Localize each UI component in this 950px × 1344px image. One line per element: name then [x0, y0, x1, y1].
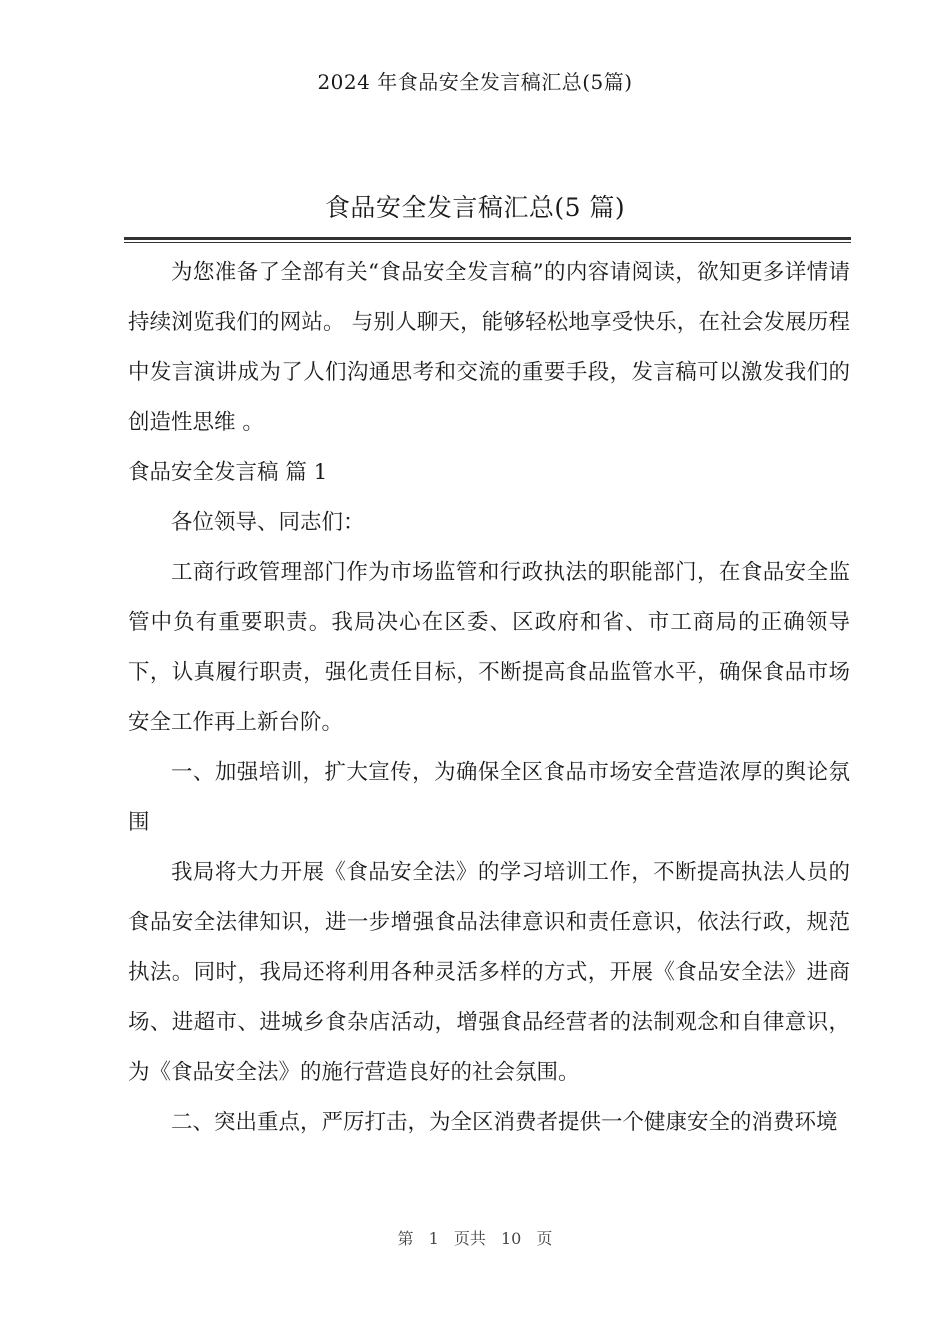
section-heading: 食品安全发言稿 篇 1 [128, 460, 328, 485]
body-paragraph: 我局将大力开展《食品安全法》的学习培训工作，不断提高执法人员的食品安全法律知识，进一步增强食品法律意识和责任意识，依法行政，规范执法。同时，我局还将利用各种灵活多样的方式，开展《食品安全法》进商场、进超市、进城乡食杂店活动，增强食品经营者的法制观念和自律意识，为《食品安全法》的施行营造良好的社会氛围。 [128, 860, 850, 1085]
title-rule-thick [124, 237, 851, 240]
point-heading-2: 二、突出重点，严厉打击，为全区消费者提供一个健康安全的消费环境 [171, 1110, 838, 1135]
document-body [128, 248, 850, 1148]
running-header-title: 2024 年食品安全发言稿汇总(5篇) [317, 70, 633, 94]
page-footer: 第 1 页共 10 页 [397, 1229, 553, 1248]
body-paragraph: 工商行政管理部门作为市场监管和行政执法的职能部门，在食品安全监管中负有重要职责。我局决心在区委、区政府和省、市工商局的正确领导下，认真履行职责，强化责任目标，不断提高食品监管水平，确保食品市场安全工作再上新台阶。 [128, 560, 850, 735]
salutation: 各位领导、同志们： [171, 510, 365, 535]
point-heading-1: 一、加强培训，扩大宣传，为确保全区食品市场安全营造浓厚的舆论氛围 [128, 760, 850, 835]
intro-paragraph: 为您准备了全部有关“食品安全发言稿”的内容请阅读，欲知更多详情请持续浏览我们的网站。 与别人聊天，能够轻松地享受快乐，在社会发展历程中发言演讲成为了人们沟通思考和交流的重要手段，发言稿可以激发我们的创造性思维 。 [128, 260, 850, 435]
document-title: 食品安全发言稿汇总(5 篇) [324, 193, 626, 222]
title-rule-thin [124, 242, 851, 243]
